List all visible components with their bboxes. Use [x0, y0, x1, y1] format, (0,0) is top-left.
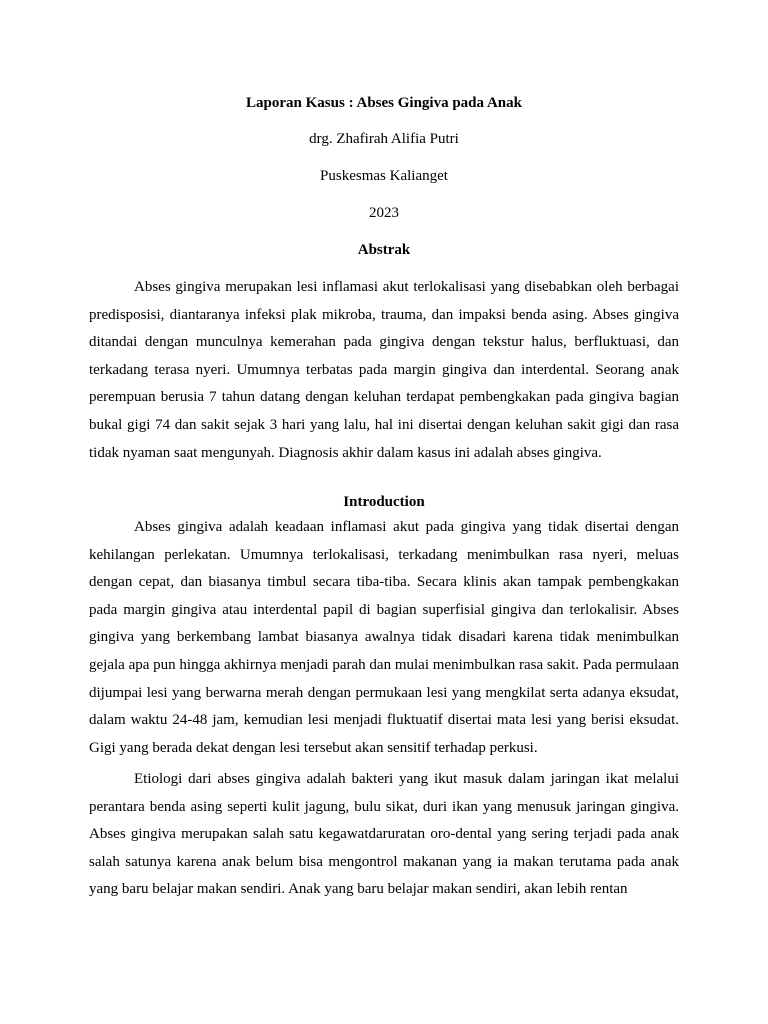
year: 2023	[369, 205, 399, 221]
abstract-heading: Abstrak	[357, 242, 411, 258]
document-title: Laporan Kasus : Abses Gingiva pada Anak	[246, 95, 522, 111]
introduction-heading: Introduction	[343, 494, 425, 510]
institution-name: Puskesmas Kalianget	[320, 168, 448, 184]
author-name: drg. Zhafirah Alifia Putri	[309, 131, 459, 147]
introduction-paragraph-1: Abses gingiva adalah keadaan inflamasi akut pada gingiva yang tidak disertai dengan kehilangan perlekatan. Umumnya terlokalisasi, terkadang menimbulkan rasa nyeri, meluas dengan cepat, dan biasanya timbul secara tiba-tiba. Secara klinis akan tampak pembengkakan pada margin gingiva atau interdental papil di bagian superfisial gingiva dan terlokalisir. Abses gingiva yang berkembang lambat biasanya awalnya tidak disadari karena tidak menimbulkan gejala apa pun hingga akhirnya menjadi parah dan mulai menimbulkan rasa sakit. Pada permulaan dijumpai lesi yang berwarna merah dengan permukaan lesi yang mengkilat serta adanya eksudat, dalam waktu 24-48 jam, kemudian lesi menjadi fluktuatif disertai mata lesi yang berisi eksudat. Gigi yang berada dekat dengan lesi tersebut akan sensitif terhadap perkusi.	[89, 519, 679, 756]
abstract-paragraph: Abses gingiva merupakan lesi inflamasi akut terlokalisasi yang disebabkan oleh berbagai predisposisi, diantaranya infeksi plak mikroba, trauma, dan impaksi benda asing. Abses gingiva ditandai dengan munculnya kemerahan pada gingiva dengan tekstur halus, berfluktuasi, dan terkadang terasa nyeri. Umumnya terbatas pada margin gingiva dan interdental. Seorang anak perempuan berusia 7 tahun datang dengan keluhan terdapat pembengkakan pada gingiva bagian bukal gigi 74 dan sakit sejak 3 hari yang lalu, hal ini disertai dengan keluhan sakit gigi dan rasa tidak nyaman saat mengunyah. Diagnosis akhir dalam kasus ini adalah abses gingiva.	[89, 279, 679, 461]
introduction-paragraph-2: Etiologi dari abses gingiva adalah bakteri yang ikut masuk dalam jaringan ikat melalui perantara benda asing seperti kulit jagung, bulu sikat, duri ikan yang menusuk jaringan gingiva. Abses gingiva merupakan salah satu kegawatdaruratan oro-dental yang sering terjadi pada anak salah satunya karena anak belum bisa mengontrol makanan yang ia makan terutama pada anak yang baru belajar makan sendiri. Anak yang baru belajar makan sendiri, akan lebih rentan	[89, 771, 679, 898]
